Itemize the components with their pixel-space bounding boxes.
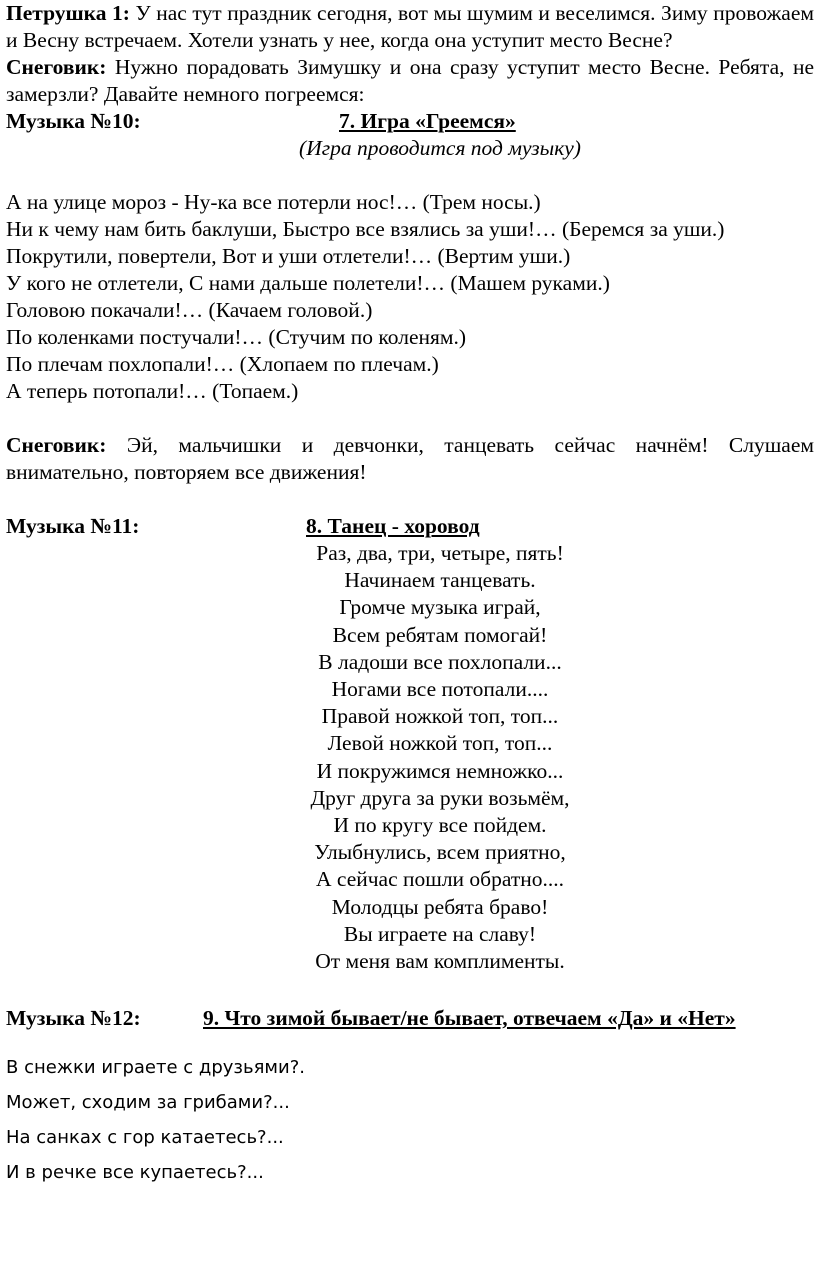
poem-line: Друг друга за руки возьмём, [310,785,570,810]
paragraph-snowman-1 [6,54,814,108]
poem-line: И покружимся немножко... [316,758,564,783]
quiz-line: И в речке все купаетесь?... [6,1162,264,1184]
poem-line: Вы играете на славу! [343,921,537,946]
poem-line: От меня вам комплименты. [315,949,565,974]
music-label-11: Музыка №11: [6,514,140,538]
poem-line: Молодцы ребята браво! [331,894,549,919]
paragraph-petrushka [6,0,814,54]
paragraph-snowman-2 [6,432,814,486]
quiz-lines [6,1050,814,1190]
poem-line: Всем ребятам помогай! [332,622,548,647]
snowman-text: Нужно порадовать Зимушку и она сразу уступит место Весне. Ребята, не замерзли? Давайте немного погреемся: [6,55,814,106]
music-row-11 [6,513,814,540]
poem-line: В ладоши все похлопали... [318,649,562,674]
poem-line: Начинаем танцевать. [344,568,536,593]
game-line: А теперь потопали!… (Топаем.) [6,379,299,403]
game-line: Головою покачали!… (Качаем головой.) [6,298,373,322]
quiz-line: Может, сходим за грибами?... [6,1092,290,1114]
game-line: А на улице мороз - Ну-ка все потерли нос!… (Трем носы.) [6,190,541,214]
poem-line: А сейчас пошли обратно.... [315,867,565,892]
music-row-10 [6,108,814,135]
spacer [6,162,814,189]
dance-title-8: 8. Танец - хоровод [306,514,480,538]
snowman-2-text: Эй, мальчишки и девчонки, танцевать сейчас начнём! Слушаем внимательно, повторяем все движения! [6,433,814,484]
spacer [6,1032,814,1050]
speaker-snowman: Снеговик: [6,55,107,79]
game-line: Покрутили, повертели, Вот и уши отлетели!… (Вертим уши.) [6,244,571,268]
quiz-line: В снежки играете с друзьями?. [6,1057,305,1079]
quiz-line: На санках с гор катаетесь?... [6,1127,284,1149]
poem-line: Правой ножкой топ, топ... [321,704,559,729]
poem-line: Улыбнулись, всем приятно, [314,840,566,865]
game-note: (Игра проводится под музыку) [299,136,581,160]
quiz-title-9: 9. Что зимой бывает/не бывает, отвечаем «Да» и «Нет» [203,1006,736,1031]
game-line: По коленками постучали!… (Стучим по коленям.) [6,325,467,349]
poem-line: Левой ножкой топ, топ... [327,731,553,756]
music-label-12: Музыка №12: [6,1006,141,1031]
document-page [6,0,814,1190]
music-row-12 [6,1005,814,1032]
poem-line: Ногами все потопали.... [331,677,549,702]
dance-poem [6,540,814,975]
game-line: По плечам похлопали!… (Хлопаем по плечам.) [6,352,439,376]
game-lines [6,189,814,405]
poem-line: Раз, два, три, четыре, пять! [316,541,564,565]
spacer [6,975,814,1005]
game-line: У кого не отлетели, С нами дальше полетели!… (Машем руками.) [6,271,610,295]
music-label-10: Музыка №10: [6,109,141,133]
spacer [6,405,814,432]
game-line: Ни к чему нам бить баклуши, Быстро все взялись за уши!… (Беремся за уши.) [6,217,725,241]
speaker-snowman-2: Снеговик: [6,433,107,457]
game-title-7: 7. Игра «Греемся» [339,109,516,133]
poem-line: И по кругу все пойдем. [333,813,547,838]
speaker-petrushka: Петрушка 1: [6,1,130,25]
poem-line: Громче музыка играй, [339,595,541,620]
spacer [6,486,814,513]
petrushka-text: У нас тут праздник сегодня, вот мы шумим и веселимся. Зиму провожаем и Весну встречаем. Хотели узнать у нее, когда она уступит место Весне? [6,1,814,52]
